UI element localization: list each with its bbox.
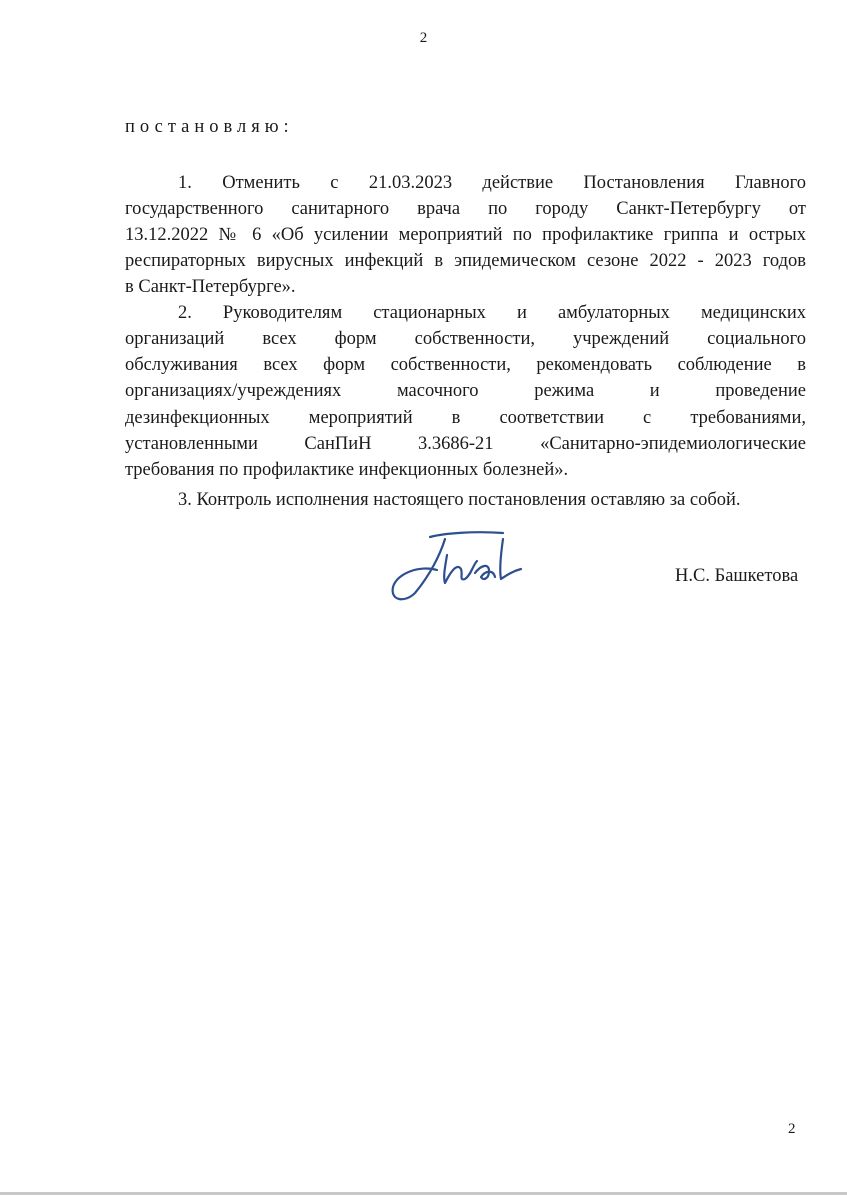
text-line: установленными СанПиН 3.3686-21 «Санитарно-эпидемиологические xyxy=(125,434,806,454)
text-line: 2. Руководителям стационарных и амбулаторных медицинских xyxy=(178,303,806,323)
scan-edge-line xyxy=(0,1192,847,1195)
decree-word: постановляю: xyxy=(125,117,294,137)
text-line: организациях/учреждениях масочного режима и проведение xyxy=(125,381,806,401)
text-line: респираторных вирусных инфекций в эпидемическом сезоне 2022 - 2023 годов xyxy=(125,251,806,271)
text-line: требования по профилактике инфекционных болезней». xyxy=(125,460,569,480)
page-number-bottom: 2 xyxy=(788,1121,796,1137)
text-line: организаций всех форм собственности, учреждений социального xyxy=(125,329,806,349)
page-number-top: 2 xyxy=(419,30,428,46)
text-line: государственного санитарного врача по городу Санкт-Петербургу от xyxy=(125,199,806,219)
text-line: 1. Отменить с 21.03.2023 действие Постановления Главного xyxy=(178,173,806,193)
text-line: обслуживания всех форм собственности, рекомендовать соблюдение в xyxy=(125,355,806,375)
signature xyxy=(385,525,535,611)
text-line: дезинфекционных мероприятий в соответствии с требованиями, xyxy=(125,408,806,428)
text-line: в Санкт-Петербурге». xyxy=(125,277,296,297)
signatory-name: Н.С. Башкетова xyxy=(675,566,799,586)
text-line: 13.12.2022 № 6 «Об усилении мероприятий по профилактике гриппа и острых xyxy=(125,225,806,245)
text-line: 3. Контроль исполнения настоящего постановления оставляю за собой. xyxy=(178,490,741,510)
